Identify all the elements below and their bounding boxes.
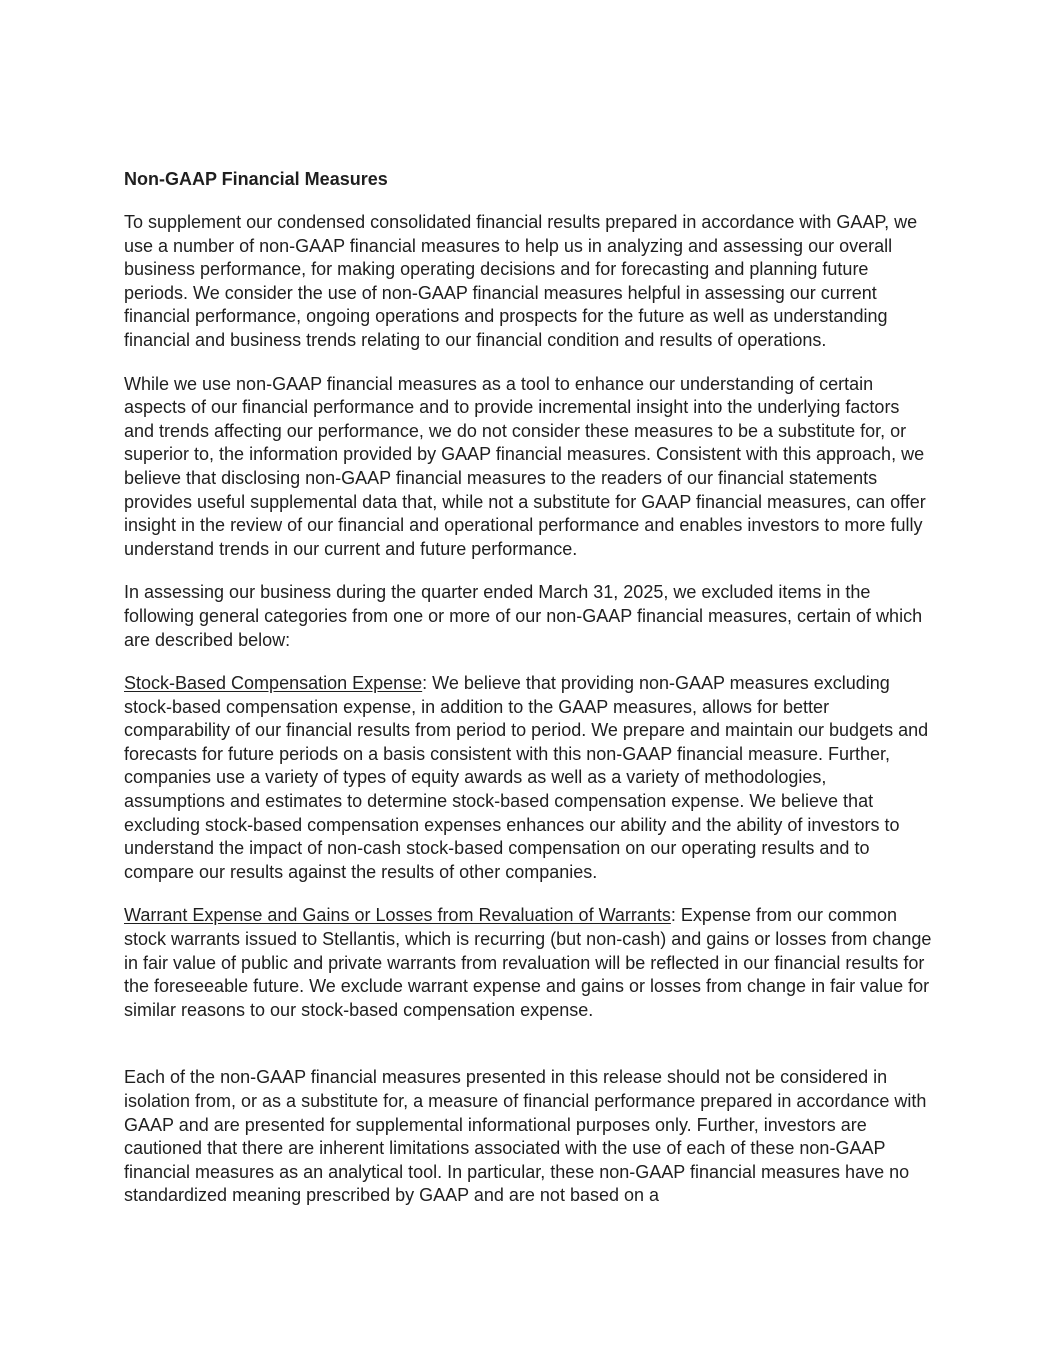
term-warrant-expense: Warrant Expense and Gains or Losses from Revaluation of Warrants [124,905,671,926]
section-heading: Non-GAAP Financial Measures [124,169,388,189]
document-page [124,167,932,1228]
paragraph-stock-based-compensation [124,672,932,884]
paragraph-excluded-items: In assessing our business during the quarter ended March 31, 2025, we excluded items in the following general categories from one or more of our non-GAAP financial measures, certain of which are described below: [124,582,923,650]
warrant-expense-text: : Expense from our common stock warrants issued to Stellantis, which is recurring (but non-cash) and gains or losses from change in fair value of public and private warrants from revaluation will be reflected in our financial results for the foreseeable future. We exclude warrant expense and gains or losses from change in fair value for similar reasons to our stock-based compensation expense. [124,905,932,1020]
stock-based-compensation-text: : We believe that providing non-GAAP measures excluding stock-based compensation expense, in addition to the GAAP measures, allows for better comparability of our financial results from period to period. We prepare and maintain our budgets and forecasts for future periods on a basis consistent with this non-GAAP financial measure. Further, companies use a variety of types of equity awards as well as a variety of methodologies, assumptions and estimates to determine stock-based compensation expense. We believe that excluding stock-based compensation expenses enhances our ability and the ability of investors to understand the impact of non-cash stock-based compensation on our operating results and to compare our results against the results of other companies. [124,673,929,882]
paragraph-warrant-expense [124,904,932,1022]
paragraph-limitations: Each of the non-GAAP financial measures presented in this release should not be considered in isolation from, or as a substitute for, a measure of financial performance prepared in accordance with GAAP and are presented for supplemental informational purposes only. Further, investors are cautioned that there are inherent limitations associated with the use of each of these non-GAAP financial measures as an analytical tool. In particular, these non-GAAP financial measures have no standardized meaning prescribed by GAAP and are not based on a [124,1067,927,1206]
paragraph-usage: While we use non-GAAP financial measures as a tool to enhance our understanding of certain aspects of our financial performance and to provide incremental insight into the underlying factors and trends affecting our performance, we do not consider these measures to be a substitute for, or superior to, the information provided by GAAP financial measures. Consistent with this approach, we believe that disclosing non-GAAP financial measures to the readers of our financial statements provides useful supplemental data that, while not a substitute for GAAP financial measures, can offer insight in the review of our financial and operational performance and enables investors to more fully understand trends in our current and future performance. [124,373,926,559]
paragraph-supplement: To supplement our condensed consolidated financial results prepared in accordance with GAAP, we use a number of non-GAAP financial measures to help us in analyzing and assessing our overall business performance, for making operating decisions and for forecasting and planning future periods. We consider the use of non-GAAP financial measures helpful in assessing our current financial performance, ongoing operations and prospects for the future as well as understanding financial and business trends relating to our financial condition and results of operations. [124,212,918,350]
term-stock-based-compensation: Stock-Based Compensation Expense [124,673,423,694]
